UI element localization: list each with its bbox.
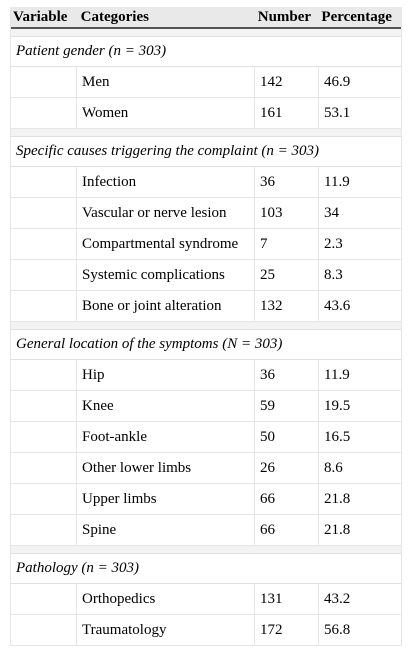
variable-cell (11, 391, 77, 421)
percentage-cell: 56.8 (324, 621, 351, 638)
percentage-cell: 46.9 (324, 73, 351, 90)
group-spacer (11, 546, 401, 554)
header-percentage: Percentage (321, 8, 392, 25)
percentage-cell: 19.5 (324, 397, 351, 414)
header-categories: Categories (80, 8, 149, 25)
variable-cell (11, 291, 77, 321)
number-cell: 26 (255, 453, 319, 483)
header-variable: Variable (13, 8, 68, 25)
category-cell: Men (77, 67, 255, 97)
percentage-cell: 53.1 (324, 104, 351, 121)
category-cell: Systemic complications (77, 260, 255, 290)
table-row (11, 360, 401, 391)
number-cell: 172 (255, 615, 319, 645)
table-row (11, 67, 401, 98)
group-heading: Specific causes triggering the complaint (n = 303) (11, 137, 401, 167)
number-cell: 50 (255, 422, 319, 452)
category-cell: Bone or joint alteration (77, 291, 255, 321)
variable-cell (11, 198, 77, 228)
number-cell: 131 (255, 584, 319, 614)
table-row (11, 453, 401, 484)
percentage-cell: 43.2 (324, 590, 351, 607)
table-row (11, 198, 401, 229)
percentage-cell: 34 (324, 204, 339, 221)
header-number: Number (257, 8, 312, 25)
category-cell: Upper limbs (77, 484, 255, 514)
table-row (11, 291, 401, 322)
table-row (11, 260, 401, 291)
variable-cell (11, 422, 77, 452)
variable-cell (11, 584, 77, 614)
variable-cell (11, 453, 77, 483)
table-row (11, 515, 401, 546)
variable-cell (11, 98, 77, 128)
number-cell: 59 (255, 391, 319, 421)
percentage-cell: 8.3 (324, 266, 343, 283)
group-heading: General location of the symptoms (N = 303) (11, 330, 401, 360)
number-cell: 161 (255, 98, 319, 128)
number-cell: 103 (255, 198, 319, 228)
statistics-table (10, 7, 402, 646)
number-cell: 36 (255, 167, 319, 197)
variable-cell (11, 615, 77, 645)
category-cell: Hip (77, 360, 255, 390)
category-cell: Foot-ankle (77, 422, 255, 452)
number-cell: 66 (255, 484, 319, 514)
group-spacer (11, 322, 401, 330)
number-cell: 7 (255, 229, 319, 259)
number-cell: 36 (255, 360, 319, 390)
percentage-cell: 11.9 (324, 366, 350, 383)
group-heading: Pathology (n = 303) (11, 554, 401, 584)
category-cell: Spine (77, 515, 255, 545)
category-cell: Women (77, 98, 255, 128)
variable-cell (11, 484, 77, 514)
percentage-cell: 43.6 (324, 297, 351, 314)
group-heading: Patient gender (n = 303) (11, 37, 401, 67)
category-cell: Infection (77, 167, 255, 197)
number-cell: 25 (255, 260, 319, 290)
variable-cell (11, 229, 77, 259)
group-spacer (11, 129, 401, 137)
table-row (11, 229, 401, 260)
variable-cell (11, 167, 77, 197)
percentage-cell: 16.5 (324, 428, 351, 445)
table-row (11, 167, 401, 198)
variable-cell (11, 515, 77, 545)
variable-cell (11, 260, 77, 290)
category-cell: Vascular or nerve lesion (77, 198, 255, 228)
category-cell: Other lower limbs (77, 453, 255, 483)
table-header (11, 7, 401, 29)
percentage-cell: 21.8 (324, 521, 351, 538)
table-row (11, 391, 401, 422)
table-row (11, 484, 401, 515)
percentage-cell: 21.8 (324, 490, 351, 507)
number-cell: 66 (255, 515, 319, 545)
table-row (11, 584, 401, 615)
table-row (11, 98, 401, 129)
table-row (11, 422, 401, 453)
percentage-cell: 2.3 (324, 235, 343, 252)
category-cell: Compartmental syndrome (77, 229, 255, 259)
category-cell: Knee (77, 391, 255, 421)
table-row (11, 615, 401, 646)
percentage-cell: 8.6 (324, 459, 343, 476)
category-cell: Traumatology (77, 615, 255, 645)
variable-cell (11, 67, 77, 97)
percentage-cell: 11.9 (324, 173, 350, 190)
number-cell: 132 (255, 291, 319, 321)
variable-cell (11, 360, 77, 390)
number-cell: 142 (255, 67, 319, 97)
group-spacer (11, 29, 401, 37)
category-cell: Orthopedics (77, 584, 255, 614)
